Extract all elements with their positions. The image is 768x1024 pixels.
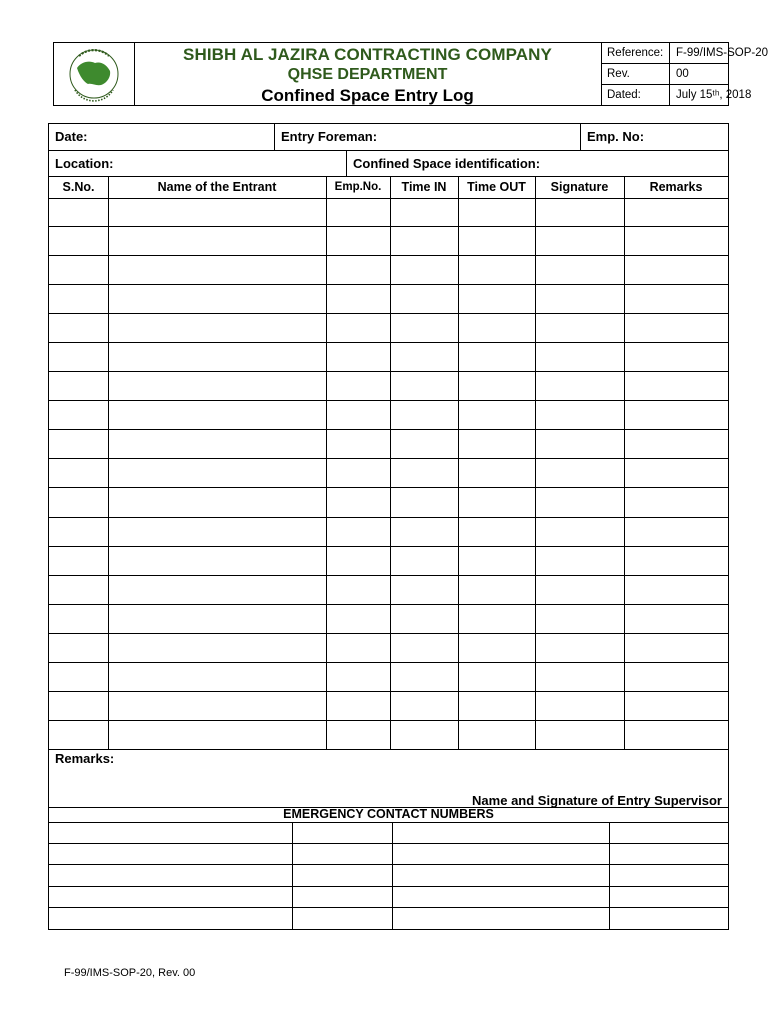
entry-supervisor-label: Name and Signature of Entry Supervisor	[472, 793, 722, 808]
col-header-emp-no: Emp.No.	[334, 181, 382, 193]
reference-row	[601, 43, 768, 64]
table-row[interactable]	[49, 489, 728, 518]
table-row[interactable]	[49, 401, 728, 430]
divider	[346, 150, 347, 176]
emergency-contact-row[interactable]	[49, 887, 728, 909]
entry-foreman-label: Entry Foreman:	[281, 129, 378, 144]
confined-space-id-label: Confined Space identification:	[353, 156, 541, 171]
dated-value: July 15ᵗʰ, 2018	[676, 89, 752, 101]
table-row[interactable]	[49, 663, 728, 692]
date-label: Date:	[55, 129, 88, 144]
reference-label: Reference:	[601, 43, 670, 63]
emergency-contact-row[interactable]	[49, 822, 728, 844]
col-header-time-out: Time OUT	[467, 180, 526, 194]
divider	[49, 150, 728, 151]
header-title-block	[134, 43, 602, 105]
entry-log-form	[48, 123, 729, 930]
table-row[interactable]	[49, 285, 728, 314]
remarks-label: Remarks:	[55, 751, 115, 766]
document-control-block	[601, 43, 768, 105]
col-header-time-in: Time IN	[401, 180, 447, 194]
table-row[interactable]	[49, 430, 728, 459]
table-row[interactable]	[49, 256, 728, 285]
table-row[interactable]	[49, 372, 728, 401]
rev-value: 00	[676, 68, 689, 80]
footer-document-code: F-99/IMS-SOP-20, Rev. 00	[64, 967, 196, 979]
location-label: Location:	[55, 156, 114, 171]
logo-cell	[54, 43, 135, 105]
emergency-contact-row[interactable]	[49, 844, 728, 866]
table-row[interactable]	[49, 634, 728, 663]
table-row[interactable]	[49, 314, 728, 343]
table-row[interactable]	[49, 518, 728, 547]
form-title: Confined Space Entry Log	[261, 86, 474, 105]
emergency-contact-row[interactable]	[49, 908, 728, 930]
table-row[interactable]	[49, 227, 728, 256]
rev-row	[601, 64, 728, 85]
dated-label: Dated:	[601, 85, 670, 106]
emergency-contacts-title: EMERGENCY CONTACT NUMBERS	[283, 807, 494, 821]
emergency-contact-row[interactable]	[49, 865, 728, 887]
col-header-signature: Signature	[550, 180, 609, 194]
reference-value: F-99/IMS-SOP-20	[676, 47, 768, 59]
col-header-remarks: Remarks	[649, 180, 703, 194]
emp-no-label: Emp. No:	[587, 129, 645, 144]
table-row[interactable]	[49, 198, 728, 227]
company-name: SHIBH AL JAZIRA CONTRACTING COMPANY	[183, 45, 552, 64]
table-row[interactable]	[49, 721, 728, 750]
dated-row	[601, 85, 752, 106]
table-row[interactable]	[49, 547, 728, 576]
table-row[interactable]	[49, 343, 728, 372]
table-row[interactable]	[49, 459, 728, 488]
divider	[580, 124, 581, 150]
table-row[interactable]	[49, 692, 728, 721]
table-row[interactable]	[49, 605, 728, 634]
col-header-sno: S.No.	[62, 180, 95, 194]
col-header-entrant-name: Name of the Entrant	[157, 180, 277, 194]
divider	[274, 124, 275, 150]
rev-label: Rev.	[601, 64, 670, 84]
department-name: QHSE DEPARTMENT	[287, 66, 448, 83]
document-header	[53, 42, 768, 106]
company-logo-map-icon	[63, 46, 125, 102]
table-row[interactable]	[49, 576, 728, 605]
